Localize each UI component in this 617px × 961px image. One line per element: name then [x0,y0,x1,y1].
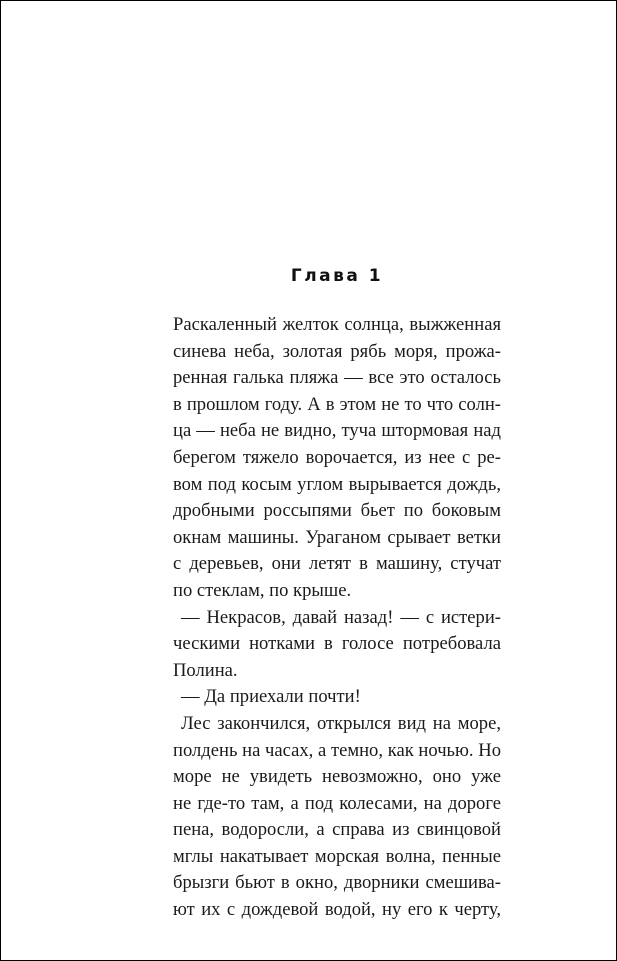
text-line: синева неба, золотая рябь моря, прожа- [173,340,501,362]
text-line: не где-то там, а под колесами, на дороге [173,792,501,814]
text-line: мглы накатывает морская волна, пенные [173,845,501,867]
text-line: ют их с дождевой водой, ну его к черту, [173,899,501,921]
body-text [173,312,501,924]
text-line: ческими нотками в голосе потребовала [173,633,501,655]
text-line: полдень на часах, а темно, как ночью. Но [173,739,501,761]
chapter-title: Глава 1 [290,266,384,286]
text-line: дробными россыпями бьет по боковым [173,500,501,522]
text-line: море не увидеть невозможно, оно уже [173,766,501,788]
text-line: брызги бьют в окно, дворники смешива- [173,872,501,894]
text-line: вом под косым углом вырывается дождь, [173,473,501,495]
text-line: Лес закончился, открылся вид на море, [181,712,501,734]
text-line: — Некрасов, давай назад! — с истери- [181,606,501,628]
text-line: Раскаленный желток солнца, выжженная [173,314,501,335]
text-line: в прошлом году. А в этом не то что солн- [173,393,501,415]
text-line: ренная галька пляжа — все это осталось [173,367,501,389]
text-line: ца — неба не видно, туча штормовая над [173,420,501,442]
text-line: Полина. [173,659,238,681]
text-line: окнам машины. Ураганом срывает ветки [173,526,501,548]
text-line: пена, водоросли, а справа из свинцовой [173,819,501,841]
text-line: с деревьев, они летят в машину, стучат [173,553,501,575]
text-line: по стеклам, по крыше. [173,579,352,601]
text-line: берегом тяжело ворочается, из нее с ре- [173,446,501,468]
text-line: — Да приехали почти! [181,686,361,708]
